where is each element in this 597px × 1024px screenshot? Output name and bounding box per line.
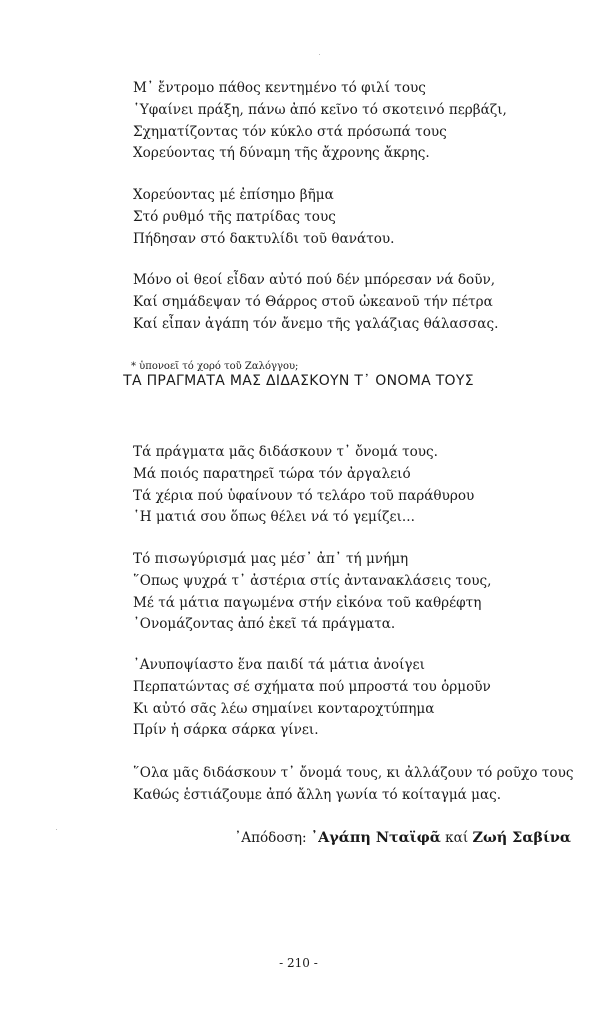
verse-line: Μά ποιός παρατηρεῖ τώρα τόν ἀργαλειό	[133, 465, 411, 482]
verse-line: Καί σημάδεψαν τό Θάρρος στοῦ ὠκεανοῦ τήν πέτρα	[133, 293, 493, 310]
verse-line: Τά πράγματα μᾶς διδάσκουν τ᾽ ὄνομά τους.	[133, 444, 438, 460]
verse-line: ῾Η ματιά σου ὅπως θέλει νά τό γεμίζει...	[133, 509, 415, 526]
verse-line: ᾽Ονομάζοντας ἀπό ἐκεῖ τά πράγματα.	[133, 616, 396, 633]
poem2-stanza-4	[133, 763, 573, 807]
poem2-stanza-2	[133, 549, 491, 636]
verse-line: ῾Υφαίνει πράξη, πάνω ἀπό κεῖνο τό σκοτεινό περβάζι,	[133, 101, 507, 118]
verse-line: Στό ρυθμό τῆς πατρίδας τους	[133, 208, 336, 225]
translation-credit	[234, 829, 571, 846]
scan-speck	[56, 829, 57, 830]
poem1-stanza-1	[133, 78, 507, 165]
verse-line: Περπατώντας σέ σχήματα πού μπροστά του ὁρμοῦν	[133, 678, 491, 695]
verse-line: Σχηματίζοντας τόν κύκλο στά πρόσωπά τους	[133, 123, 447, 140]
poem1-stanza-3	[133, 270, 498, 335]
verse-line: Χορεύοντας μέ ἐπίσημο βῆμα	[133, 187, 334, 203]
verse-line: Μόνο οἱ θεοί εἶδαν αὐτό πού δέν μπόρεσαν νά δοῦν,	[133, 272, 496, 288]
verse-line: ῞Ολα μᾶς διδάσκουν τ᾽ ὄνομά τους, κι ἀλλάζουν τό ροῦχο τους	[133, 765, 574, 781]
verse-line: Κι αὐτό σᾶς λέω σημαίνει κονταροχτύπημα	[133, 700, 435, 717]
verse-line: Πρίν ἡ σάρκα σάρκα γίνει.	[133, 722, 319, 739]
verse-line: ᾽Ανυποψίαστο ἕνα παιδί τά μάτια ἀνοίγει	[133, 657, 425, 673]
translator-name: Ζωή Σαβίνα	[472, 829, 571, 846]
verse-line: Πήδησαν στό δακτυλίδι τοῦ θανάτου.	[133, 230, 395, 247]
translator-name: ᾽Αγάπη Νταϊφᾶ	[310, 829, 441, 846]
footnote: * ὑπονοεῖ τό χορό τοῦ Ζαλόγγου;	[131, 361, 299, 372]
credit-prefix: ᾽Απόδοση:	[234, 830, 307, 846]
scan-speck	[319, 54, 320, 55]
verse-line: Χορεύοντας τή δύναμη τῆς ἄχρονης ἄκρης.	[133, 145, 430, 162]
page-number: - 210 -	[279, 956, 318, 970]
verse-line: Μ᾽ ἔντρομο πάθος κεντημένο τό φιλί τους	[133, 80, 426, 96]
credit-conjunction: καί	[445, 830, 469, 846]
poem2-stanza-1	[133, 442, 474, 529]
verse-line: Τό πισωγύρισμά μας μέσ᾽ ἀπ᾽ τή μνήμη	[133, 551, 409, 567]
poem1-stanza-2	[133, 185, 395, 250]
verse-line: ῞Οπως ψυχρά τ᾽ ἀστέρια στίς ἀντανακλάσεις τους,	[133, 572, 492, 589]
verse-line: Καθώς ἑστιάζουμε ἀπό ἄλλη γωνία τό κοίταγμά μας.	[133, 786, 502, 803]
poem-title: ΤΑ ΠΡΑΓΜΑΤΑ ΜΑΣ ΔΙΔΑΣΚΟΥΝ Τ᾽ ΟΝΟΜΑ ΤΟΥΣ	[123, 373, 474, 389]
poem2-stanza-3	[133, 655, 491, 742]
verse-line: Καί εἶπαν ἀγάπη τόν ἄνεμο τῆς γαλάζιας θάλασσας.	[133, 315, 499, 332]
verse-line: Μέ τά μάτια παγωμένα στήν εἰκόνα τοῦ καθρέφτη	[133, 594, 482, 611]
verse-line: Τά χέρια πού ὑφαίνουν τό τελάρο τοῦ παράθυρου	[133, 487, 475, 504]
